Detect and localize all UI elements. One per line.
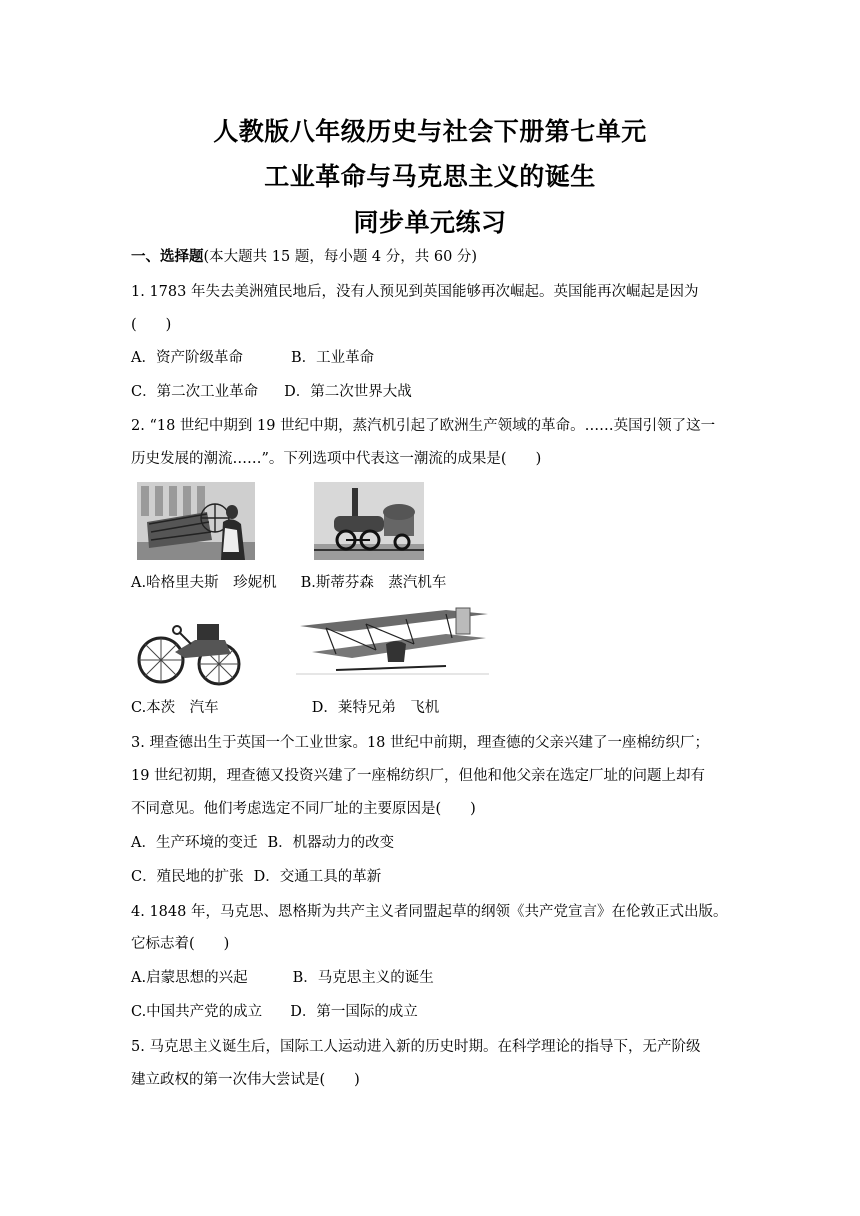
- q3-option-d: D．交通工具的革新: [253, 869, 382, 885]
- q1-options-row-1: [131, 348, 374, 368]
- q2-options-row-1: [131, 573, 446, 593]
- section-heading: 一、选择题: [131, 249, 204, 265]
- q3-options-row-2: [131, 867, 381, 887]
- q5-stem-line-2: 建立政权的第一次伟大尝试是( ): [131, 1072, 360, 1088]
- q1-option-a: A．资产阶级革命: [131, 350, 243, 366]
- q2-options-row-2: [131, 698, 439, 718]
- q3-option-c: C．殖民地的扩张: [131, 869, 244, 885]
- q2-stem-line-1: 2. “18 世纪中期到 19 世纪中期，蒸汽机引起了欧洲生产领域的革命。……英国引领了这一: [131, 418, 716, 434]
- q4-option-a: A.启蒙思想的兴起: [131, 970, 248, 986]
- benz-automobile-image: [135, 610, 243, 690]
- q1-stem-line-1: 1. 1783 年失去美洲殖民地后，没有人预见到英国能够再次崛起。英国能再次崛起是因为: [131, 284, 699, 300]
- q4-option-b: B．马克思主义的诞生: [292, 970, 434, 986]
- q1-option-b: B．工业革命: [290, 350, 375, 366]
- q4-options-row-2: [131, 1002, 418, 1022]
- q2-option-c: C.本茨 汽车: [131, 700, 219, 716]
- q5-stem-line-1: 5. 马克思主义诞生后，国际工人运动进入新的历史时期。在科学理论的指导下，无产阶级: [131, 1039, 701, 1055]
- spinning-jenny-image: [137, 482, 255, 560]
- q2-option-b: B.斯蒂芬森 蒸汽机车: [300, 575, 447, 591]
- steam-locomotive-image: [314, 482, 424, 560]
- q3-stem-line-3: 不同意见。他们考虑选定不同厂址的主要原因是( ): [131, 801, 476, 817]
- wright-flyer-image: [296, 604, 489, 686]
- q1-options-row-2: [131, 382, 412, 402]
- q2-option-d: D．莱特兄弟 飞机: [311, 700, 440, 716]
- q4-options-row-1: [131, 968, 434, 988]
- q4-option-c: C.中国共产党的成立: [131, 1004, 263, 1020]
- q3-option-b: B．机器动力的改变: [267, 835, 395, 851]
- q2-stem-line-2: 历史发展的潮流……”。下列选项中代表这一潮流的成果是( ): [131, 451, 542, 467]
- q4-option-d: D．第一国际的成立: [290, 1004, 418, 1020]
- q1-option-d: D．第二次世界大战: [284, 384, 412, 400]
- q3-stem-line-2: 19 世纪初期，理查德又投资兴建了一座棉纺织厂，但他和他父亲在选定厂址的问题上却有: [131, 768, 706, 784]
- q3-options-row-1: [131, 833, 394, 853]
- q4-stem-line-1: 4. 1848 年，马克思、恩格斯为共产主义者同盟起草的纲领《共产党宣言》在伦敦正式出版。: [131, 904, 728, 920]
- q2-option-a: A.哈格里夫斯 珍妮机: [131, 575, 277, 591]
- q1-option-c: C．第二次工业革命: [131, 384, 259, 400]
- document-title-line-3: 同步单元练习: [353, 208, 507, 237]
- section-note: (本大题共 15 题，每小题 4 分，共 60 分): [203, 249, 478, 265]
- q1-stem-line-2: ( ): [131, 317, 172, 333]
- section-header: [131, 247, 477, 267]
- document-title-line-1: 人教版八年级历史与社会下册第七单元: [213, 117, 647, 146]
- document-title-line-2: 工业革命与马克思主义的诞生: [264, 162, 596, 191]
- q4-stem-line-2: 它标志着( ): [131, 936, 230, 952]
- q3-stem-line-1: 3. 理查德出生于英国一个工业世家。18 世纪中前期，理查德的父亲兴建了一座棉纺织厂；: [131, 735, 709, 751]
- q3-option-a: A．生产环境的变迁: [131, 835, 258, 851]
